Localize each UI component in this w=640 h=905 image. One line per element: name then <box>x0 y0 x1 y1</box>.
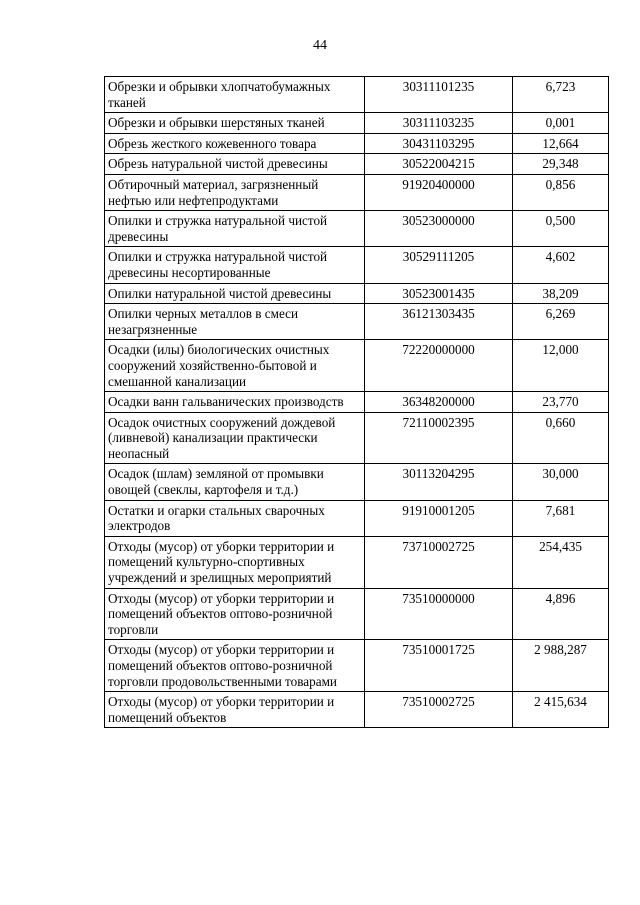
waste-code-cell: 30113204295 <box>365 464 513 500</box>
waste-code-cell: 91910001205 <box>365 500 513 536</box>
waste-name-cell: Осадок (шлам) земляной от промывки овощей (свеклы, картофеля и т.д.) <box>105 464 365 500</box>
waste-amount-cell: 7,681 <box>513 500 609 536</box>
table-row <box>105 304 609 340</box>
waste-code-cell: 30311101235 <box>365 77 513 113</box>
table-row <box>105 692 609 728</box>
waste-code-cell: 91920400000 <box>365 174 513 210</box>
table-row <box>105 412 609 464</box>
table-row <box>105 588 609 640</box>
waste-amount-cell: 0,001 <box>513 113 609 134</box>
page-number: 44 <box>313 38 327 53</box>
table-row <box>105 133 609 154</box>
waste-name-cell: Обтирочный материал, загрязненный нефтью или нефтепродуктами <box>105 174 365 210</box>
table-row <box>105 113 609 134</box>
waste-code-cell: 36348200000 <box>365 392 513 413</box>
waste-amount-cell: 12,000 <box>513 340 609 392</box>
table-row <box>105 392 609 413</box>
waste-code-cell: 36121303435 <box>365 304 513 340</box>
table-body <box>105 77 609 728</box>
waste-code-cell: 30529111205 <box>365 247 513 283</box>
waste-amount-cell: 2 988,287 <box>513 640 609 692</box>
waste-code-cell: 72110002395 <box>365 412 513 464</box>
waste-amount-cell: 2 415,634 <box>513 692 609 728</box>
waste-amount-cell: 0,660 <box>513 412 609 464</box>
waste-code-cell: 73510000000 <box>365 588 513 640</box>
waste-amount-cell: 4,896 <box>513 588 609 640</box>
waste-name-cell: Опилки натуральной чистой древесины <box>105 283 365 304</box>
waste-amount-cell: 23,770 <box>513 392 609 413</box>
waste-name-cell: Отходы (мусор) от уборки территории и помещений культурно-спортивных учреждений и зрелищных мероприятий <box>105 536 365 588</box>
waste-code-cell: 73510001725 <box>365 640 513 692</box>
waste-name-cell: Отходы (мусор) от уборки территории и помещений объектов оптово-розничной торговли <box>105 588 365 640</box>
waste-amount-cell: 6,723 <box>513 77 609 113</box>
waste-code-cell: 72220000000 <box>365 340 513 392</box>
waste-amount-cell: 0,856 <box>513 174 609 210</box>
waste-code-cell: 30431103295 <box>365 133 513 154</box>
waste-amount-cell: 4,602 <box>513 247 609 283</box>
waste-amount-cell: 254,435 <box>513 536 609 588</box>
waste-name-cell: Опилки и стружка натуральной чистой древесины <box>105 211 365 247</box>
table-row <box>105 340 609 392</box>
table-row <box>105 283 609 304</box>
waste-amount-cell: 12,664 <box>513 133 609 154</box>
waste-name-cell: Отходы (мусор) от уборки территории и помещений объектов <box>105 692 365 728</box>
waste-name-cell: Осадки (илы) биологических очистных сооружений хозяйственно-бытовой и смешанной канализации <box>105 340 365 392</box>
waste-code-cell: 73710002725 <box>365 536 513 588</box>
waste-amount-cell: 38,209 <box>513 283 609 304</box>
table-row <box>105 211 609 247</box>
waste-name-cell: Опилки и стружка натуральной чистой древесины несортированные <box>105 247 365 283</box>
waste-name-cell: Остатки и огарки стальных сварочных электродов <box>105 500 365 536</box>
waste-amount-cell: 30,000 <box>513 464 609 500</box>
waste-amount-cell: 6,269 <box>513 304 609 340</box>
waste-name-cell: Обрезь жесткого кожевенного товара <box>105 133 365 154</box>
waste-code-cell: 30523000000 <box>365 211 513 247</box>
waste-code-cell: 30523001435 <box>365 283 513 304</box>
waste-name-cell: Обрезки и обрывки шерстяных тканей <box>105 113 365 134</box>
table-row <box>105 154 609 175</box>
table-row <box>105 247 609 283</box>
waste-name-cell: Отходы (мусор) от уборки территории и помещений объектов оптово-розничной торговли продовольственными товарами <box>105 640 365 692</box>
waste-amount-cell: 0,500 <box>513 211 609 247</box>
table-row <box>105 77 609 113</box>
waste-code-cell: 30522004215 <box>365 154 513 175</box>
table-row <box>105 536 609 588</box>
waste-amount-cell: 29,348 <box>513 154 609 175</box>
table-row <box>105 174 609 210</box>
waste-name-cell: Обрезки и обрывки хлопчатобумажных тканей <box>105 77 365 113</box>
waste-table <box>104 76 609 728</box>
waste-name-cell: Опилки черных металлов в смеси незагрязненные <box>105 304 365 340</box>
waste-name-cell: Обрезь натуральной чистой древесины <box>105 154 365 175</box>
table-row <box>105 500 609 536</box>
table-row <box>105 464 609 500</box>
waste-name-cell: Осадки ванн гальванических производств <box>105 392 365 413</box>
waste-code-cell: 73510002725 <box>365 692 513 728</box>
table-row <box>105 640 609 692</box>
waste-name-cell: Осадок очистных сооружений дождевой (ливневой) канализации практически неопасный <box>105 412 365 464</box>
waste-code-cell: 30311103235 <box>365 113 513 134</box>
